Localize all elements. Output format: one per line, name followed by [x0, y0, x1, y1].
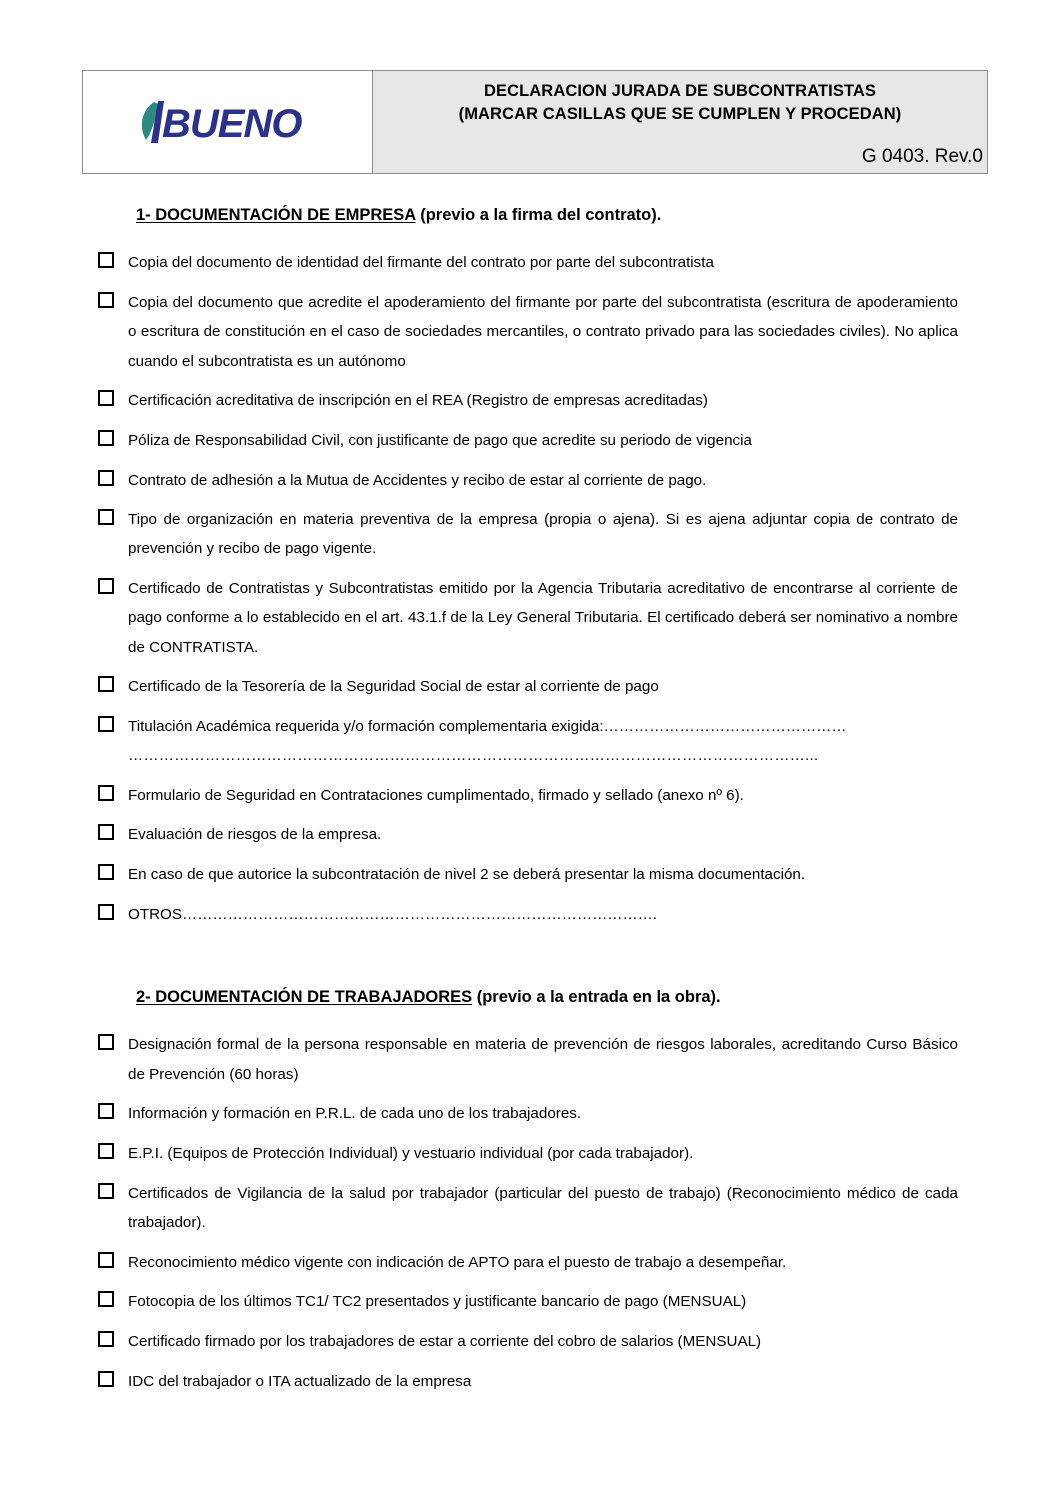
list-item[interactable] — [98, 288, 958, 376]
checkbox-icon[interactable] — [98, 1371, 114, 1387]
list-item-label: Tipo de organización en materia preventiva de la empresa (propia o ajena). Si es ajena adjuntar copia de contrato de prevención y recibo de pago vigente. — [128, 511, 958, 558]
section-1-title: DOCUMENTACIÓN DE EMPRESA — [155, 206, 416, 224]
list-item-label: Certificados de Vigilancia de la salud por trabajador (particular del puesto de trabajo) (Reconocimiento médico de cada trabajador). — [128, 1184, 958, 1231]
checkbox-icon[interactable] — [98, 252, 114, 268]
list-item-label: Certificado de Contratistas y Subcontratistas emitido por la Agencia Tributaria acreditativo de encontrarse al corriente de pago conforme a lo establecido en el art. 43.1.f de la Ley General Tributaria. El certificado deberá ser nominativo a nombre de CONTRATISTA. — [128, 580, 958, 656]
fill-in-dotted-line[interactable]: ……………………………………………………………………………………………………………………... — [128, 747, 819, 765]
list-item[interactable] — [98, 1287, 958, 1316]
section-1-number: 1- — [136, 206, 156, 224]
checkbox-icon[interactable] — [98, 470, 114, 486]
list-item[interactable] — [98, 860, 958, 889]
list-item-label: Fotocopia de los últimos TC1/ TC2 presentados y justificante bancario de pago (MENSUAL) — [128, 1293, 747, 1311]
list-item-label: Copia del documento que acredite el apoderamiento del firmante por parte del subcontratista (escritura de apoderamiento o escritura de constitución en el caso de sociedades mercantiles, o contrato privado para las sociedades civiles). No aplica cuando el subcontratista es un autónomo — [128, 294, 958, 370]
checkbox-icon[interactable] — [98, 390, 114, 406]
document-header-table — [82, 70, 988, 174]
section-2-heading — [136, 987, 958, 1008]
section-1-checklist — [98, 248, 958, 929]
document-code: G 0403. Rev.0 — [861, 146, 983, 168]
section-documentacion-trabajadores — [98, 987, 958, 1396]
checkbox-icon[interactable] — [98, 716, 114, 732]
list-item[interactable] — [98, 574, 958, 662]
document-title-line-1: DECLARACION JURADA DE SUBCONTRATISTAS — [483, 82, 877, 100]
checkbox-icon[interactable] — [98, 430, 114, 446]
list-item-label: Certificado firmado por los trabajadores de estar a corriente del cobro de salarios (MENSUAL) — [128, 1332, 762, 1350]
list-item[interactable] — [98, 820, 958, 849]
list-item[interactable] — [98, 900, 958, 929]
list-item[interactable] — [98, 426, 958, 455]
svg-text:BUENO: BUENO — [161, 102, 301, 146]
list-item-label: Formulario de Seguridad en Contrataciones cumplimentado, firmado y sellado (anexo nº 6). — [128, 786, 744, 804]
list-item[interactable] — [98, 466, 958, 495]
list-item-label: OTROS…………………………………………………………………………………. — [128, 905, 658, 923]
section-2-title: DOCUMENTACIÓN DE TRABAJADORES — [155, 988, 473, 1006]
list-item-label: En caso de que autorice la subcontratación de nivel 2 se deberá presentar la misma documentación. — [128, 866, 806, 884]
list-item[interactable] — [98, 1099, 958, 1128]
list-item[interactable] — [98, 1327, 958, 1356]
list-item[interactable] — [98, 712, 958, 770]
title-lines — [373, 80, 987, 127]
list-item[interactable] — [98, 1367, 958, 1396]
title-block — [373, 71, 987, 173]
list-item-label: Reconocimiento médico vigente con indicación de APTO para el puesto de trabajo a desempeñar. — [128, 1253, 787, 1271]
checkbox-icon[interactable] — [98, 292, 114, 308]
document-body — [98, 205, 958, 1406]
list-item-label: E.P.I. (Equipos de Protección Individual) y vestuario individual (por cada trabajador). — [128, 1145, 694, 1162]
checkbox-icon[interactable] — [98, 1183, 114, 1199]
list-item-label: Certificación acreditativa de inscripción en el REA (Registro de empresas acreditadas) — [128, 392, 708, 410]
checkbox-icon[interactable] — [98, 509, 114, 525]
company-logo — [83, 71, 372, 173]
checkbox-icon[interactable] — [98, 785, 114, 801]
logo-cell — [83, 71, 373, 174]
list-item-label: Póliza de Responsabilidad Civil, con justificante de pago que acredite su periodo de vigencia — [128, 431, 752, 449]
checkbox-icon[interactable] — [98, 578, 114, 594]
document-title-line-2: (MARCAR CASILLAS QUE SE CUMPLEN Y PROCEDAN) — [458, 105, 902, 124]
checkbox-icon[interactable] — [98, 1143, 114, 1159]
list-item[interactable] — [98, 781, 958, 810]
section-2-number: 2- — [136, 988, 156, 1006]
checkbox-icon[interactable] — [98, 1291, 114, 1307]
list-item[interactable] — [98, 672, 958, 701]
list-item-label: Evaluación de riesgos de la empresa. — [128, 826, 382, 844]
checkbox-icon[interactable] — [98, 1034, 114, 1050]
checkbox-icon[interactable] — [98, 676, 114, 692]
checkbox-icon[interactable] — [98, 824, 114, 840]
checkbox-icon[interactable] — [98, 904, 114, 920]
list-item[interactable] — [98, 1179, 958, 1237]
checkbox-icon[interactable] — [98, 1252, 114, 1268]
list-item-label: Designación formal de la persona responsable en materia de prevención de riesgos laborales, acreditando Curso Básico de Prevención (60 horas) — [128, 1036, 958, 1083]
list-item[interactable] — [98, 1139, 958, 1168]
list-item-label: IDC del trabajador o ITA actualizado de la empresa — [128, 1372, 472, 1390]
list-item[interactable] — [98, 505, 958, 563]
section-1-heading — [136, 205, 958, 226]
list-item[interactable] — [98, 386, 958, 415]
list-item[interactable] — [98, 1248, 958, 1277]
checkbox-icon[interactable] — [98, 864, 114, 880]
section-2-subtitle: (previo a la entrada en la obra). — [472, 988, 721, 1006]
list-item-label: Información y formación en P.R.L. de cada uno de los trabajadores. — [128, 1105, 582, 1123]
list-item-label: Certificado de la Tesorería de la Seguridad Social de estar al corriente de pago — [128, 678, 659, 696]
section-documentacion-empresa — [98, 205, 958, 929]
list-item[interactable] — [98, 248, 958, 277]
title-cell — [373, 71, 988, 174]
section-2-checklist — [98, 1030, 958, 1395]
list-item[interactable] — [98, 1030, 958, 1088]
list-item-label: Contrato de adhesión a la Mutua de Accidentes y recibo de estar al corriente de pago. — [128, 471, 707, 489]
header-row — [83, 71, 988, 174]
checkbox-icon[interactable] — [98, 1331, 114, 1347]
section-1-subtitle: (previo a la firma del contrato). — [415, 206, 662, 224]
list-item-label: Titulación Académica requerida y/o formación complementaria exigida:………………………………………… — [128, 717, 847, 735]
checkbox-icon[interactable] — [98, 1103, 114, 1119]
list-item-label: Copia del documento de identidad del firmante del contrato por parte del subcontratista — [128, 254, 714, 272]
bueno-logo-icon — [128, 98, 328, 146]
